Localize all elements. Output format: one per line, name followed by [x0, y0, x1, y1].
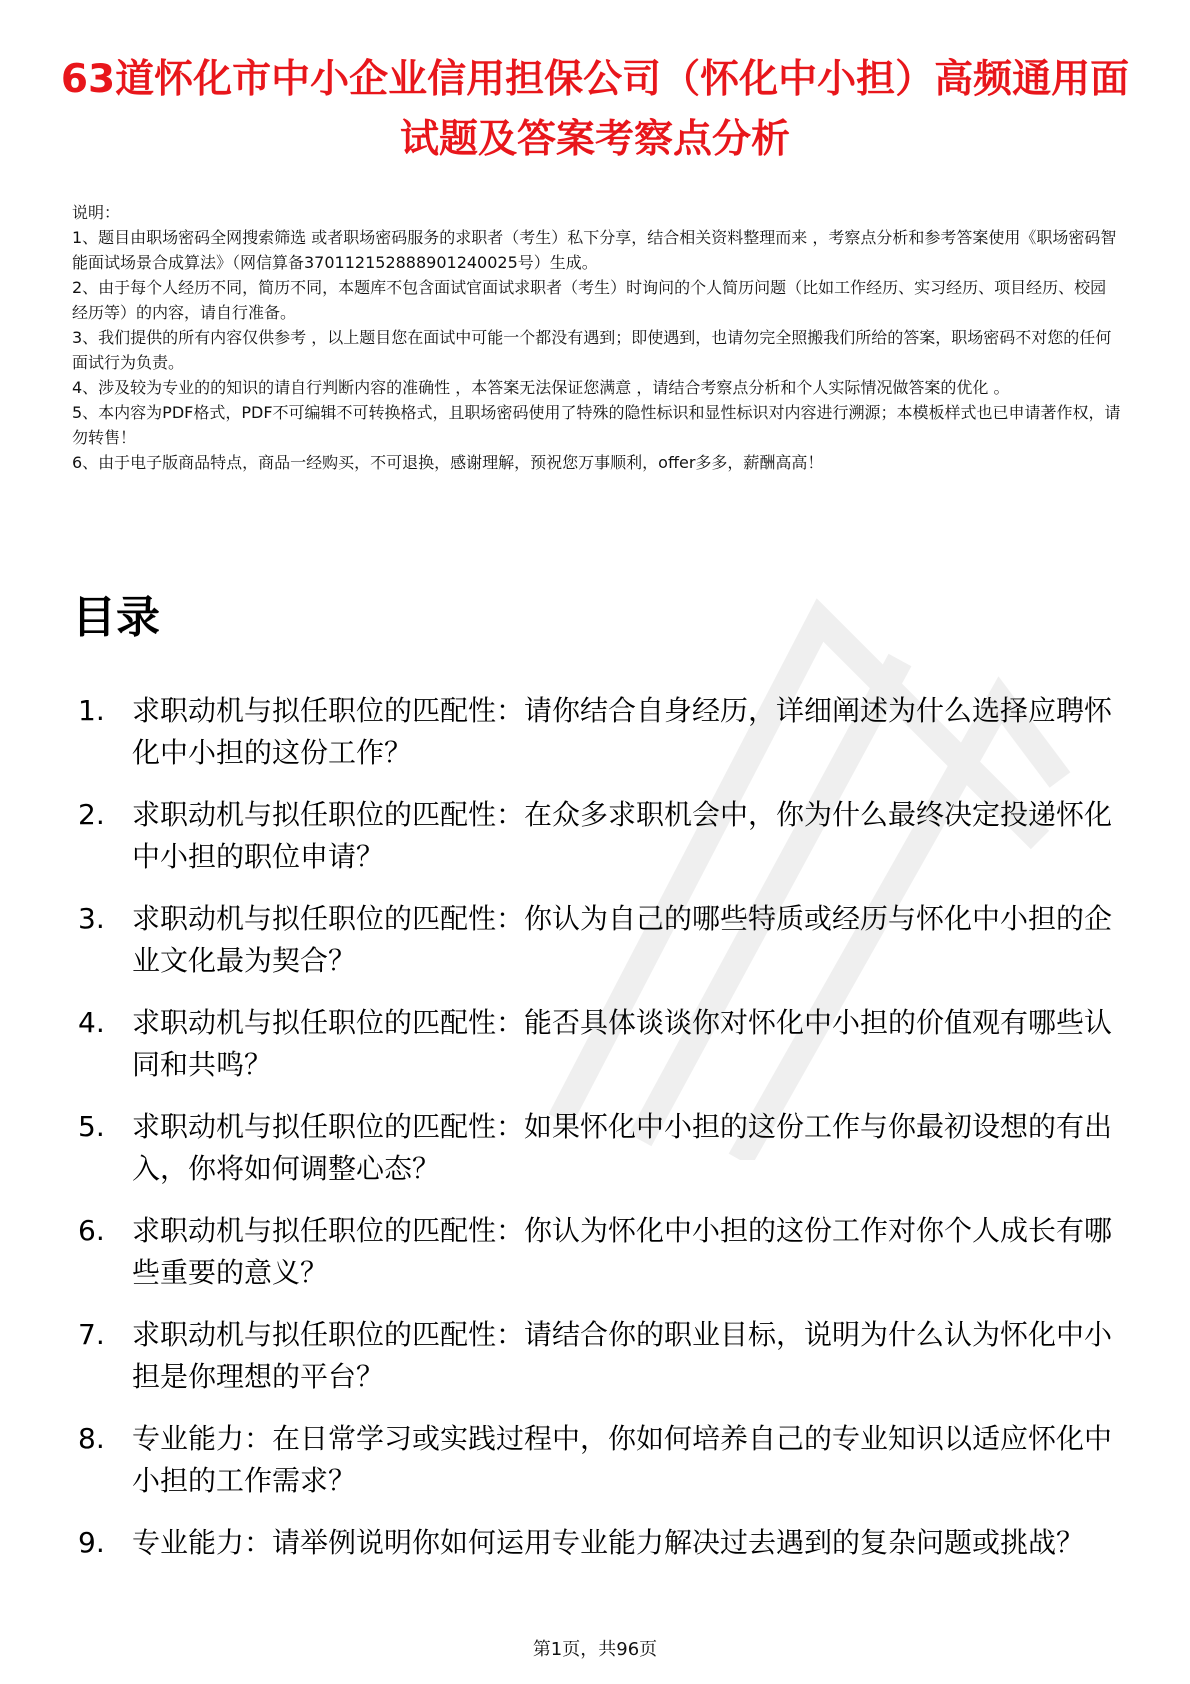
- toc-list: [72, 690, 1132, 1584]
- toc-item[interactable]: [72, 1522, 1132, 1564]
- toc-item-number: 7.: [78, 1318, 105, 1351]
- toc-item-text: 求职动机与拟任职位的匹配性：如果怀化中小担的这份工作与你最初设想的有出入，你将如何调整心态？: [132, 1110, 1113, 1185]
- toc-item-number: 3.: [78, 902, 105, 935]
- toc-item-text: 求职动机与拟任职位的匹配性：请结合你的职业目标，说明为什么认为怀化中小担是你理想的平台？: [132, 1318, 1113, 1393]
- toc-item-number: 5.: [78, 1110, 105, 1143]
- toc-item-number: 2.: [78, 798, 105, 831]
- toc-item-text: 求职动机与拟任职位的匹配性：在众多求职机会中，你为什么最终决定投递怀化中小担的职位申请？: [132, 798, 1113, 873]
- toc-item[interactable]: [72, 690, 1132, 774]
- notes-heading: 说明：: [72, 203, 121, 222]
- toc-item-number: 4.: [78, 1006, 105, 1039]
- note-item: 3、我们提供的所有内容仅供参考 ，以上题目您在面试中可能一个都没有遇到；即使遇到，也请勿完全照搬我们所给的答案，职场密码不对您的任何面试行为负责。: [72, 328, 1112, 372]
- toc-item-text: 专业能力：在日常学习或实践过程中，你如何培养自己的专业知识以适应怀化中小担的工作需求？: [132, 1422, 1113, 1497]
- toc-item-text: 求职动机与拟任职位的匹配性：你认为怀化中小担的这份工作对你个人成长有哪些重要的意义？: [132, 1214, 1113, 1289]
- note-item: 6、由于电子版商品特点，商品一经购买，不可退换，感谢理解，预祝您万事顺利，offer多多，薪酬高高！: [72, 453, 824, 472]
- toc-item[interactable]: [72, 1210, 1132, 1294]
- toc-item[interactable]: [72, 1002, 1132, 1086]
- note-item: 1、题目由职场密码全网搜索筛选 或者职场密码服务的求职者（考生）私下分享，结合相关资料整理而来 ，考察点分析和参考答案使用《职场密码智能面试场景合成算法》（网信算备370112152888901240025号）生成。: [72, 228, 1117, 272]
- toc-item[interactable]: [72, 898, 1132, 982]
- toc-item[interactable]: [72, 1106, 1132, 1190]
- toc-heading: 目录: [72, 592, 160, 643]
- toc-item-number: 1.: [78, 694, 105, 727]
- toc-item[interactable]: [72, 1314, 1132, 1398]
- note-item: 4、涉及较为专业的的知识的请自行判断内容的准确性 ，本答案无法保证您满意 ，请结合考察点分析和个人实际情况做答案的优化 。: [72, 378, 1010, 397]
- page-footer: 第1页，共96页: [532, 1639, 658, 1660]
- toc-item-number: 8.: [78, 1422, 105, 1455]
- toc-item-text: 求职动机与拟任职位的匹配性：你认为自己的哪些特质或经历与怀化中小担的企业文化最为契合？: [132, 902, 1113, 977]
- notes-section: [72, 200, 1122, 475]
- toc-item-text: 求职动机与拟任职位的匹配性：请你结合自身经历，详细阐述为什么选择应聘怀化中小担的这份工作？: [132, 694, 1113, 769]
- note-item: 5、本内容为PDF格式，PDF不可编辑不可转换格式，且职场密码使用了特殊的隐性标识和显性标识对内容进行溯源；本模板样式也已申请著作权，请勿转售！: [72, 403, 1121, 447]
- document-title: 63道怀化市中小企业信用担保公司（怀化中小担）高频通用面试题及答案考察点分析: [60, 57, 1130, 162]
- toc-item-text: 专业能力：请举例说明你如何运用专业能力解决过去遇到的复杂问题或挑战？: [132, 1526, 1085, 1559]
- toc-item-number: 6.: [78, 1214, 105, 1247]
- toc-item-number: 9.: [78, 1526, 105, 1559]
- note-item: 2、由于每个人经历不同，简历不同，本题库不包含面试官面试求职者（考生）时询问的个人简历问题（比如工作经历、实习经历、项目经历、校园经历等）的内容，请自行准备。: [72, 278, 1107, 322]
- toc-item[interactable]: [72, 1418, 1132, 1502]
- toc-item-text: 求职动机与拟任职位的匹配性：能否具体谈谈你对怀化中小担的价值观有哪些认同和共鸣？: [132, 1006, 1113, 1081]
- toc-item[interactable]: [72, 794, 1132, 878]
